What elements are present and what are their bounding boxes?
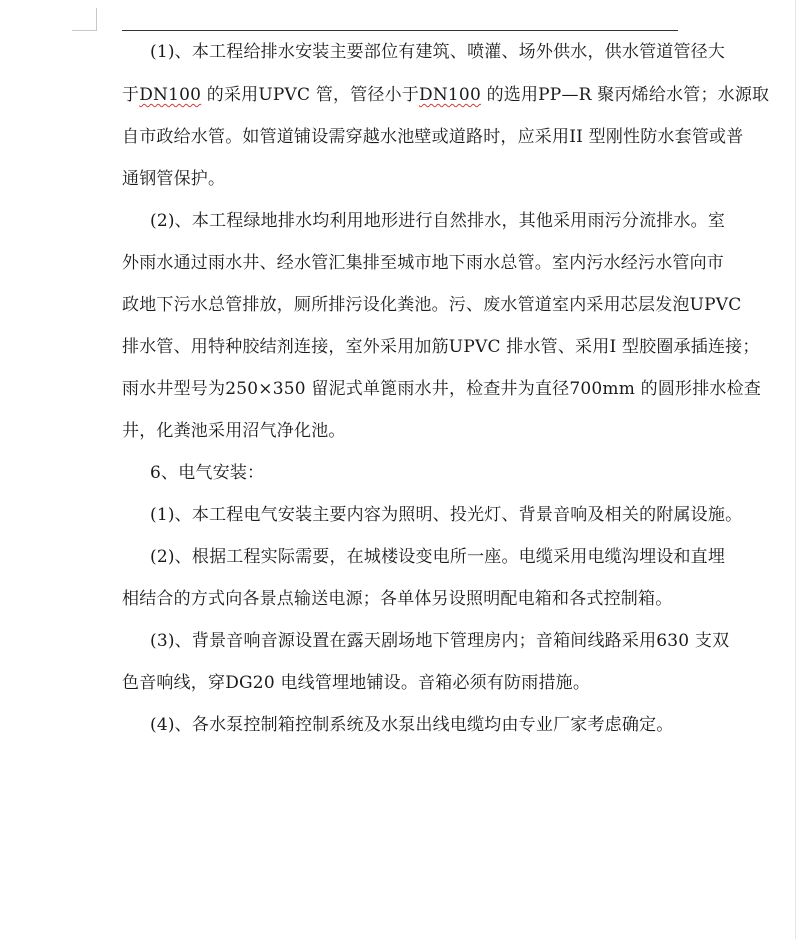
text-run: 雨水井型号为250×350 留泥式单篦雨水井，检查井为直径700mm 的圆形排水检查 [122,379,762,399]
text-run: 的选用PP—R 聚丙烯给水管；水源取 [480,85,770,105]
spellcheck-flagged-word[interactable]: DN100 [139,85,202,105]
text-run: (4)、各水泵控制箱控制系统及水泵出线电缆均由专业厂家考虑确定。 [150,715,674,735]
text-run: (1)、本工程给排水安装主要部位有建筑、喷灌、场外供水，供水管道管径大 [150,42,726,62]
text-line [122,379,761,399]
text-run: (2)、本工程绿地排水均利用地形进行自然排水，其他采用雨污分流排水。室 [150,211,726,231]
text-line [122,421,346,441]
text-line [122,127,743,147]
text-line [150,211,725,231]
text-run: 自市政给水管。如管道铺设需穿越水池壁或道路时，应采用II 型刚性防水套管或普 [122,127,744,147]
text-line [122,253,724,273]
text-line [122,673,590,693]
header-rule [122,30,678,31]
text-run: 井，化粪池采用沼气净化池。 [122,421,346,441]
text-line [150,715,673,735]
text-line [122,169,225,189]
spellcheck-flagged-word[interactable]: DN100 [419,85,481,105]
text-line [150,505,742,525]
text-run: 外雨水通过雨水井、经水管汇集排至城市地下雨水总管。室内污水经污水管向市 [122,253,724,273]
text-line [150,42,725,62]
section-heading [150,463,264,483]
text-run: (3)、背景音响音源设置在露天剧场地下管理房内；音箱间线路采用630 支双 [150,631,730,651]
text-run: 色音响线，穿DG20 电线管埋地铺设。音箱必须有防雨措施。 [122,673,591,693]
text-line [122,589,672,609]
text-line [150,547,725,567]
text-line [122,295,741,315]
text-run: 通钢管保护。 [122,169,226,189]
text-run: 排水管、用特种胶结剂连接，室外采用加筋UPVC 排水管、采用I 型胶圈承插连接； [122,337,760,357]
text-line [122,85,769,105]
text-run: (1)、本工程电气安装主要内容为照明、投光灯、背景音响及相关的附属设施。 [150,505,743,525]
page-corner-mark [72,8,97,31]
text-run: 政地下污水总管排放，厕所排污设化粪池。污、废水管道室内采用芯层发泡UPVC [122,295,742,315]
text-run: 6、电气安装： [150,463,265,483]
text-run: 的采用UPVC 管，管径小于 [201,85,420,105]
text-line [150,631,729,651]
text-run: (2)、根据工程实际需要，在城楼设变电所一座。电缆采用电缆沟埋设和直埋 [150,547,726,567]
text-run: 相结合的方式向各景点输送电源；各单体另设照明配电箱和各式控制箱。 [122,589,673,609]
text-run: 于 [122,85,140,105]
text-line [122,337,760,357]
